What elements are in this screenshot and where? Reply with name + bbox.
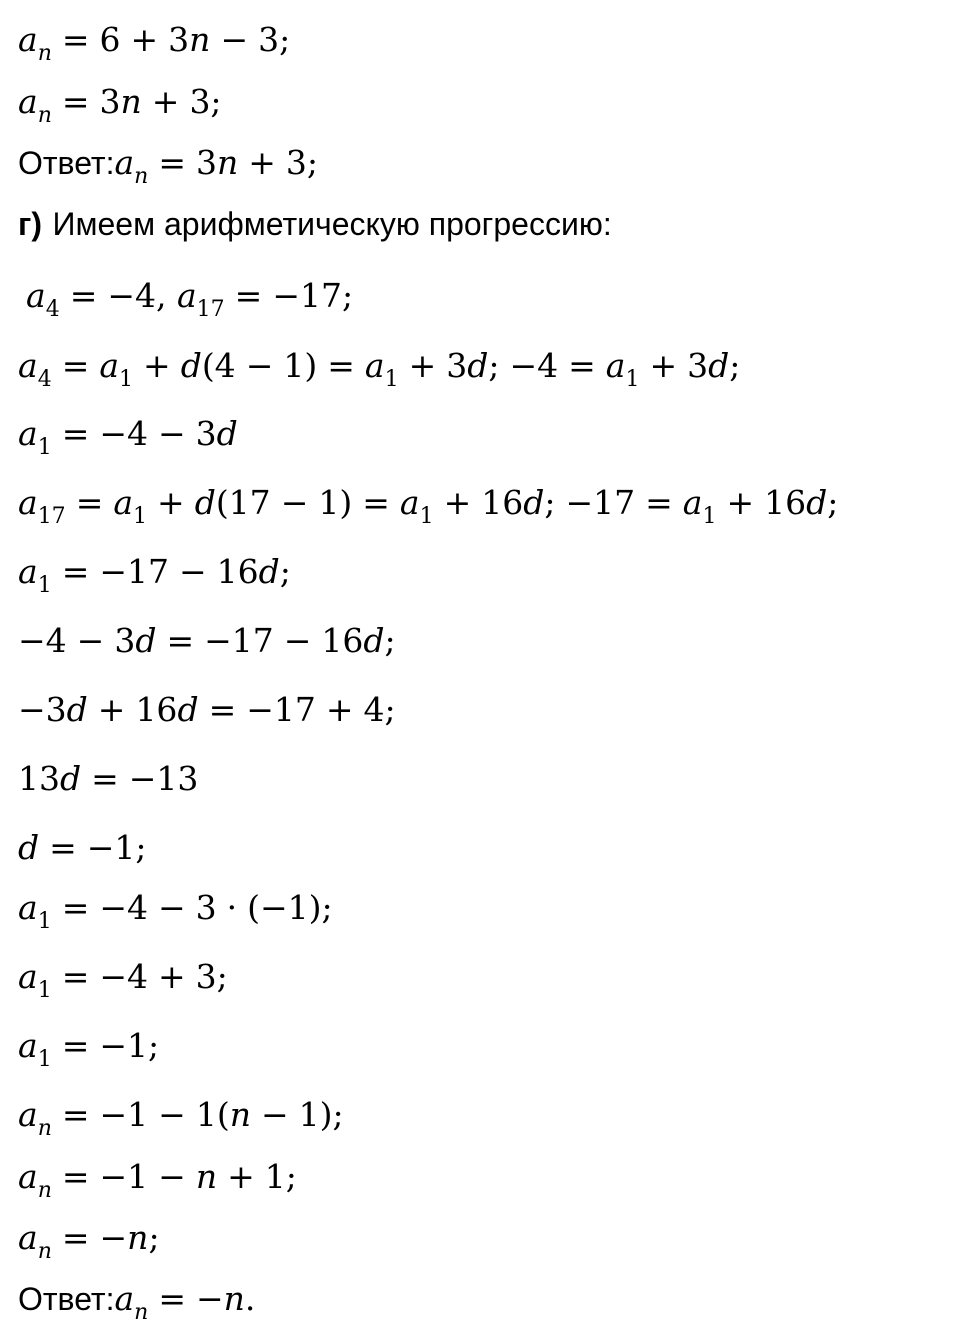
equation-line-2: $a_n = 3n + 3$; (18, 82, 222, 128)
equation-line-10: −4 − 3d = −17 − 16d; (18, 621, 396, 660)
answer-line-1: $Ответ:a_n = 3n + 3$; (18, 143, 319, 189)
equation-line-6: $a_4 = a_1 + d(4 - 1) = a_1 + 3d$; $-4 = a_1 + 3d$; (18, 346, 741, 392)
equation-line-12: 13d = −13 (18, 759, 199, 798)
equation-line-7: $a_1 = -4 - 3d$ (18, 414, 238, 460)
part-marker: г) (18, 206, 42, 242)
equation-line-1: $a_n = 6 + 3n - 3$; (18, 20, 291, 66)
equation-line-14: $a_1 = -4 - 3 \cdot (-1)$; (18, 888, 333, 934)
answer-label: Ответ: (18, 1281, 115, 1317)
equation-line-11: −3d + 16d = −17 + 4; (18, 690, 396, 729)
equation-line-8: $a_{17} = a_1 + d(17 - 1) = a_1 + 16d$; $-17 = a_1 + 16d$; (18, 483, 839, 529)
equation-line-18: $a_n = -1 - n + 1$; (18, 1157, 297, 1203)
equation-line-19: $a_n = -n$; (18, 1218, 160, 1264)
equation-line-16: $a_1 = -1$; (18, 1026, 160, 1072)
equation-line-5: $a_4 = -4$, $a_{17} = -17$; (26, 276, 354, 322)
equation-line-9: $a_1 = -17 - 16d$; (18, 552, 291, 598)
part-text: Имеем арифметическую прогрессию: (52, 206, 612, 242)
equation-line-13: d = −1; (18, 828, 147, 867)
answer-label: Ответ: (18, 145, 115, 181)
equation-line-15: $a_1 = -4 + 3$; (18, 957, 228, 1003)
equation-line-17: $a_n = -1 - 1(n - 1)$; (18, 1095, 344, 1141)
answer-line-2: $Ответ:a_n = -n$. (18, 1279, 256, 1325)
part-heading (18, 204, 612, 244)
